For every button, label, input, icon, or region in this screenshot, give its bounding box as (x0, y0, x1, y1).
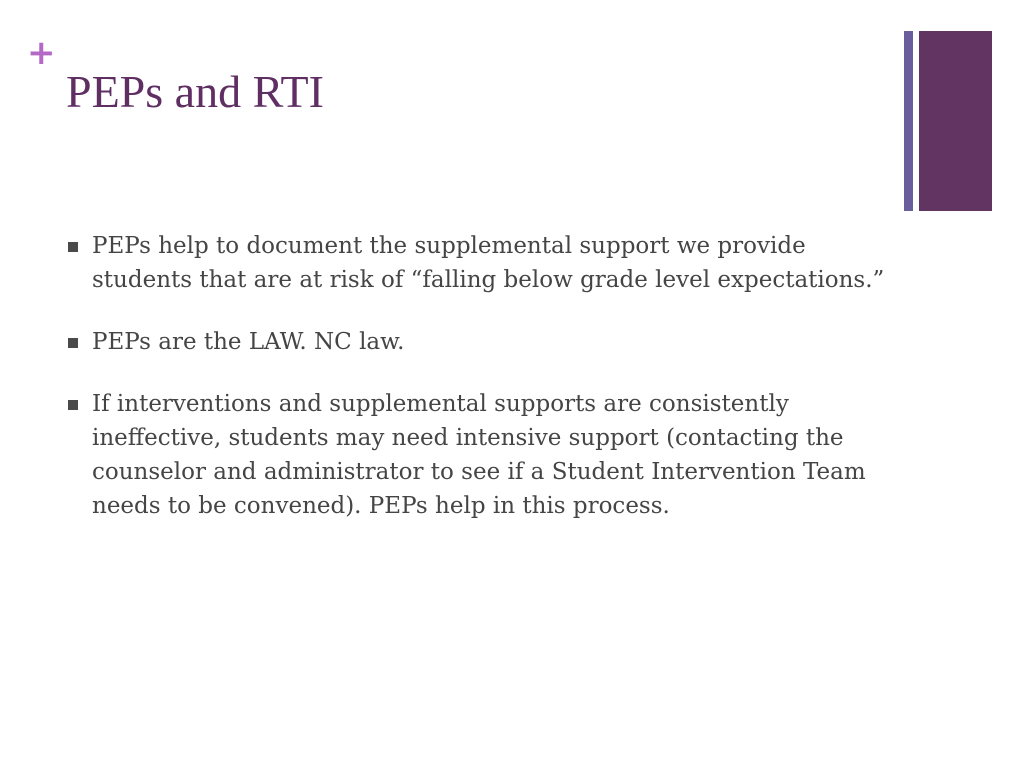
bullet-item (68, 387, 898, 523)
square-bullet-icon (68, 242, 78, 252)
bullet-list (68, 229, 898, 551)
decorative-bar-thick (919, 31, 992, 211)
bullet-item (68, 325, 898, 359)
plus-icon: + (27, 33, 56, 73)
bullet-text: If interventions and supplemental supports are consistently ineffective, students may need intensive support (contacting the counselor and administrator to see if a Student Intervention Team needs to be convened). PEPs help in this process. (92, 391, 866, 519)
decorative-bar-thin (904, 31, 913, 211)
slide-title: PEPs and RTI (66, 66, 324, 117)
square-bullet-icon (68, 338, 78, 348)
bullet-text: PEPs are the LAW. NC law. (92, 329, 405, 355)
bullet-item (68, 229, 898, 297)
square-bullet-icon (68, 400, 78, 410)
bullet-text: PEPs help to document the supplemental support we provide students that are at risk of “falling below grade level expectations.” (92, 233, 885, 293)
